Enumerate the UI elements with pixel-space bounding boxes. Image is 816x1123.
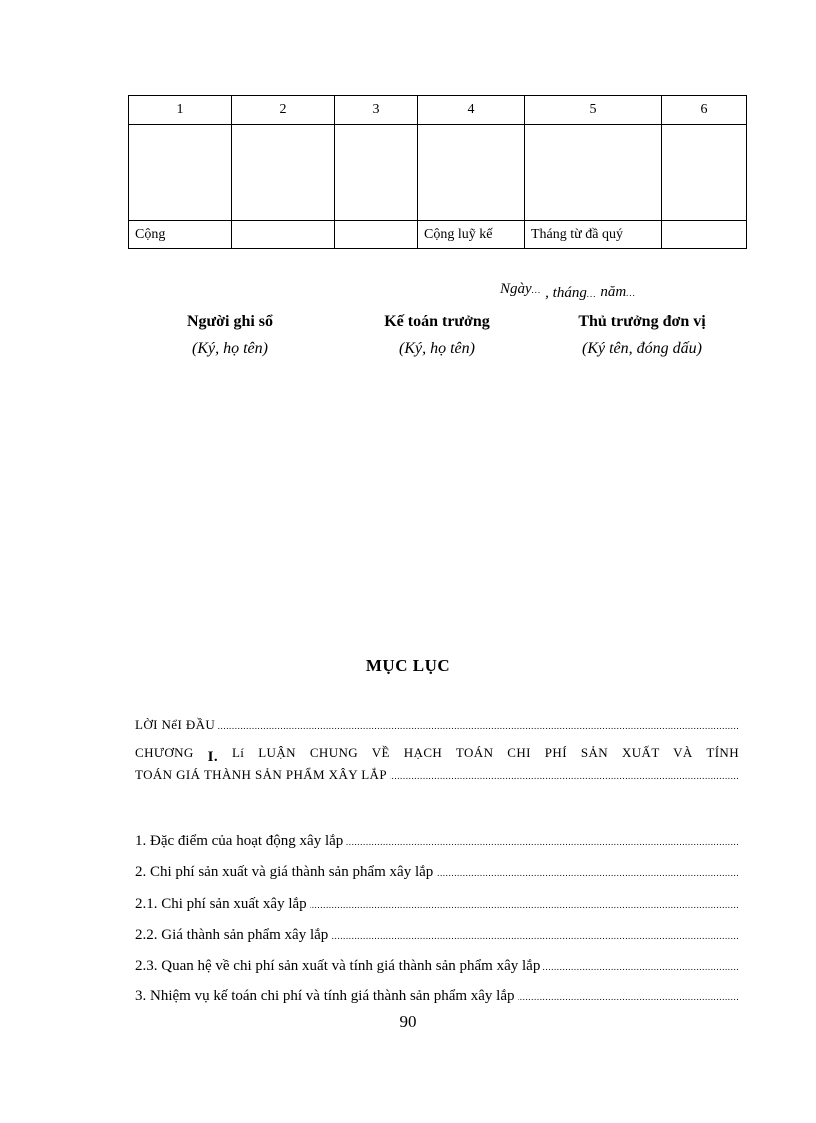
signature-note: (Ký tên, đóng dấu) — [582, 340, 702, 357]
signature-role: Thủ trưởng đơn vị — [578, 313, 706, 330]
toc-entry-label: 3. Nhiệm vụ kế toán chi phí và tính giá thành sản phẩm xây lắp — [135, 988, 518, 1004]
ledger-cell — [129, 125, 232, 221]
toc-entry-label: 2.2. Giá thành sản phẩm xây lắp — [135, 927, 331, 943]
ledger-footer-cell — [335, 221, 418, 249]
date-month-label: tháng — [552, 285, 587, 301]
toc-entry-label: 2.3. Quan hệ về chi phí sản xuất và tính giá thành sản phẩm xây lắp — [135, 958, 543, 974]
ledger-header-cell: 2 — [232, 96, 335, 125]
chapter-number: I. — [207, 749, 219, 765]
ledger-footer-quarter: Tháng từ đầ quý — [525, 221, 662, 249]
date-dots: ... — [626, 288, 636, 298]
toc-entry-label: 1. Đặc điểm của hoạt động xây lắp — [135, 833, 346, 849]
ledger-body-row — [129, 125, 747, 221]
toc-entry — [135, 830, 739, 852]
ledger-header-cell: 6 — [662, 96, 747, 125]
signature-note: (Ký, họ tên) — [399, 340, 475, 357]
toc-entry — [135, 924, 739, 946]
toc-entry — [135, 893, 739, 915]
toc-entry-label: 2. Chi phí sản xuất và giá thành sản phẩm xây lắp — [135, 864, 436, 880]
ledger-table — [128, 95, 747, 249]
ledger-footer-cumulative: Cộng luỹ kế — [418, 221, 525, 249]
ledger-footer-row — [129, 221, 747, 249]
toc-entry — [135, 861, 739, 883]
signature-role: Kế toán trưởng — [384, 313, 490, 330]
signature-note: (Ký, họ tên) — [192, 340, 268, 357]
ledger-footer-total: Cộng — [129, 221, 232, 249]
date-comma: , — [545, 285, 549, 301]
chapter-title-line1: Lí LUẬN CHUNG VỀ HẠCH TOÁN CHI PHÍ SẢN XUẤT VÀ TÍNH — [231, 745, 739, 760]
ledger-footer-cell — [232, 221, 335, 249]
signature-block-chief-accountant — [362, 312, 512, 358]
toc-entry — [135, 985, 739, 1007]
toc-title: MỤC LỤC — [365, 656, 451, 675]
toc-entry — [135, 955, 739, 977]
ledger-cell — [662, 125, 747, 221]
date-day-label: Ngày — [500, 281, 532, 297]
ledger-header-cell: 1 — [129, 96, 232, 125]
ledger-cell — [335, 125, 418, 221]
ledger-header-cell: 4 — [418, 96, 525, 125]
date-line — [500, 281, 636, 301]
ledger-cell — [418, 125, 525, 221]
ledger-cell — [525, 125, 662, 221]
toc-entry-chapter — [135, 742, 739, 786]
signature-block-recorder — [155, 312, 305, 358]
date-dots: ... — [531, 285, 542, 295]
ledger-header-cell: 3 — [335, 96, 418, 125]
ledger-cell — [232, 125, 335, 221]
toc-entry-label: LỜI NểI ĐẦU — [135, 717, 218, 732]
chapter-prefix: CHƯƠNG — [135, 745, 194, 760]
page-number: 90 — [399, 1012, 417, 1031]
ledger-footer-cell — [662, 221, 747, 249]
ledger-header-row — [129, 96, 747, 125]
signature-role: Người ghi sổ — [186, 313, 274, 330]
ledger-header-cell: 5 — [525, 96, 662, 125]
date-dots: ... — [586, 289, 597, 299]
date-year-label: năm — [600, 284, 627, 300]
toc-entry-label: 2.1. Chi phí sản xuất xây lắp — [135, 896, 310, 912]
toc-entry-preface — [135, 714, 739, 736]
signature-block-head-of-unit — [552, 312, 732, 358]
chapter-title-line2: TOÁN GIÁ THÀNH SẢN PHẨM XÂY LẮP — [135, 767, 390, 782]
